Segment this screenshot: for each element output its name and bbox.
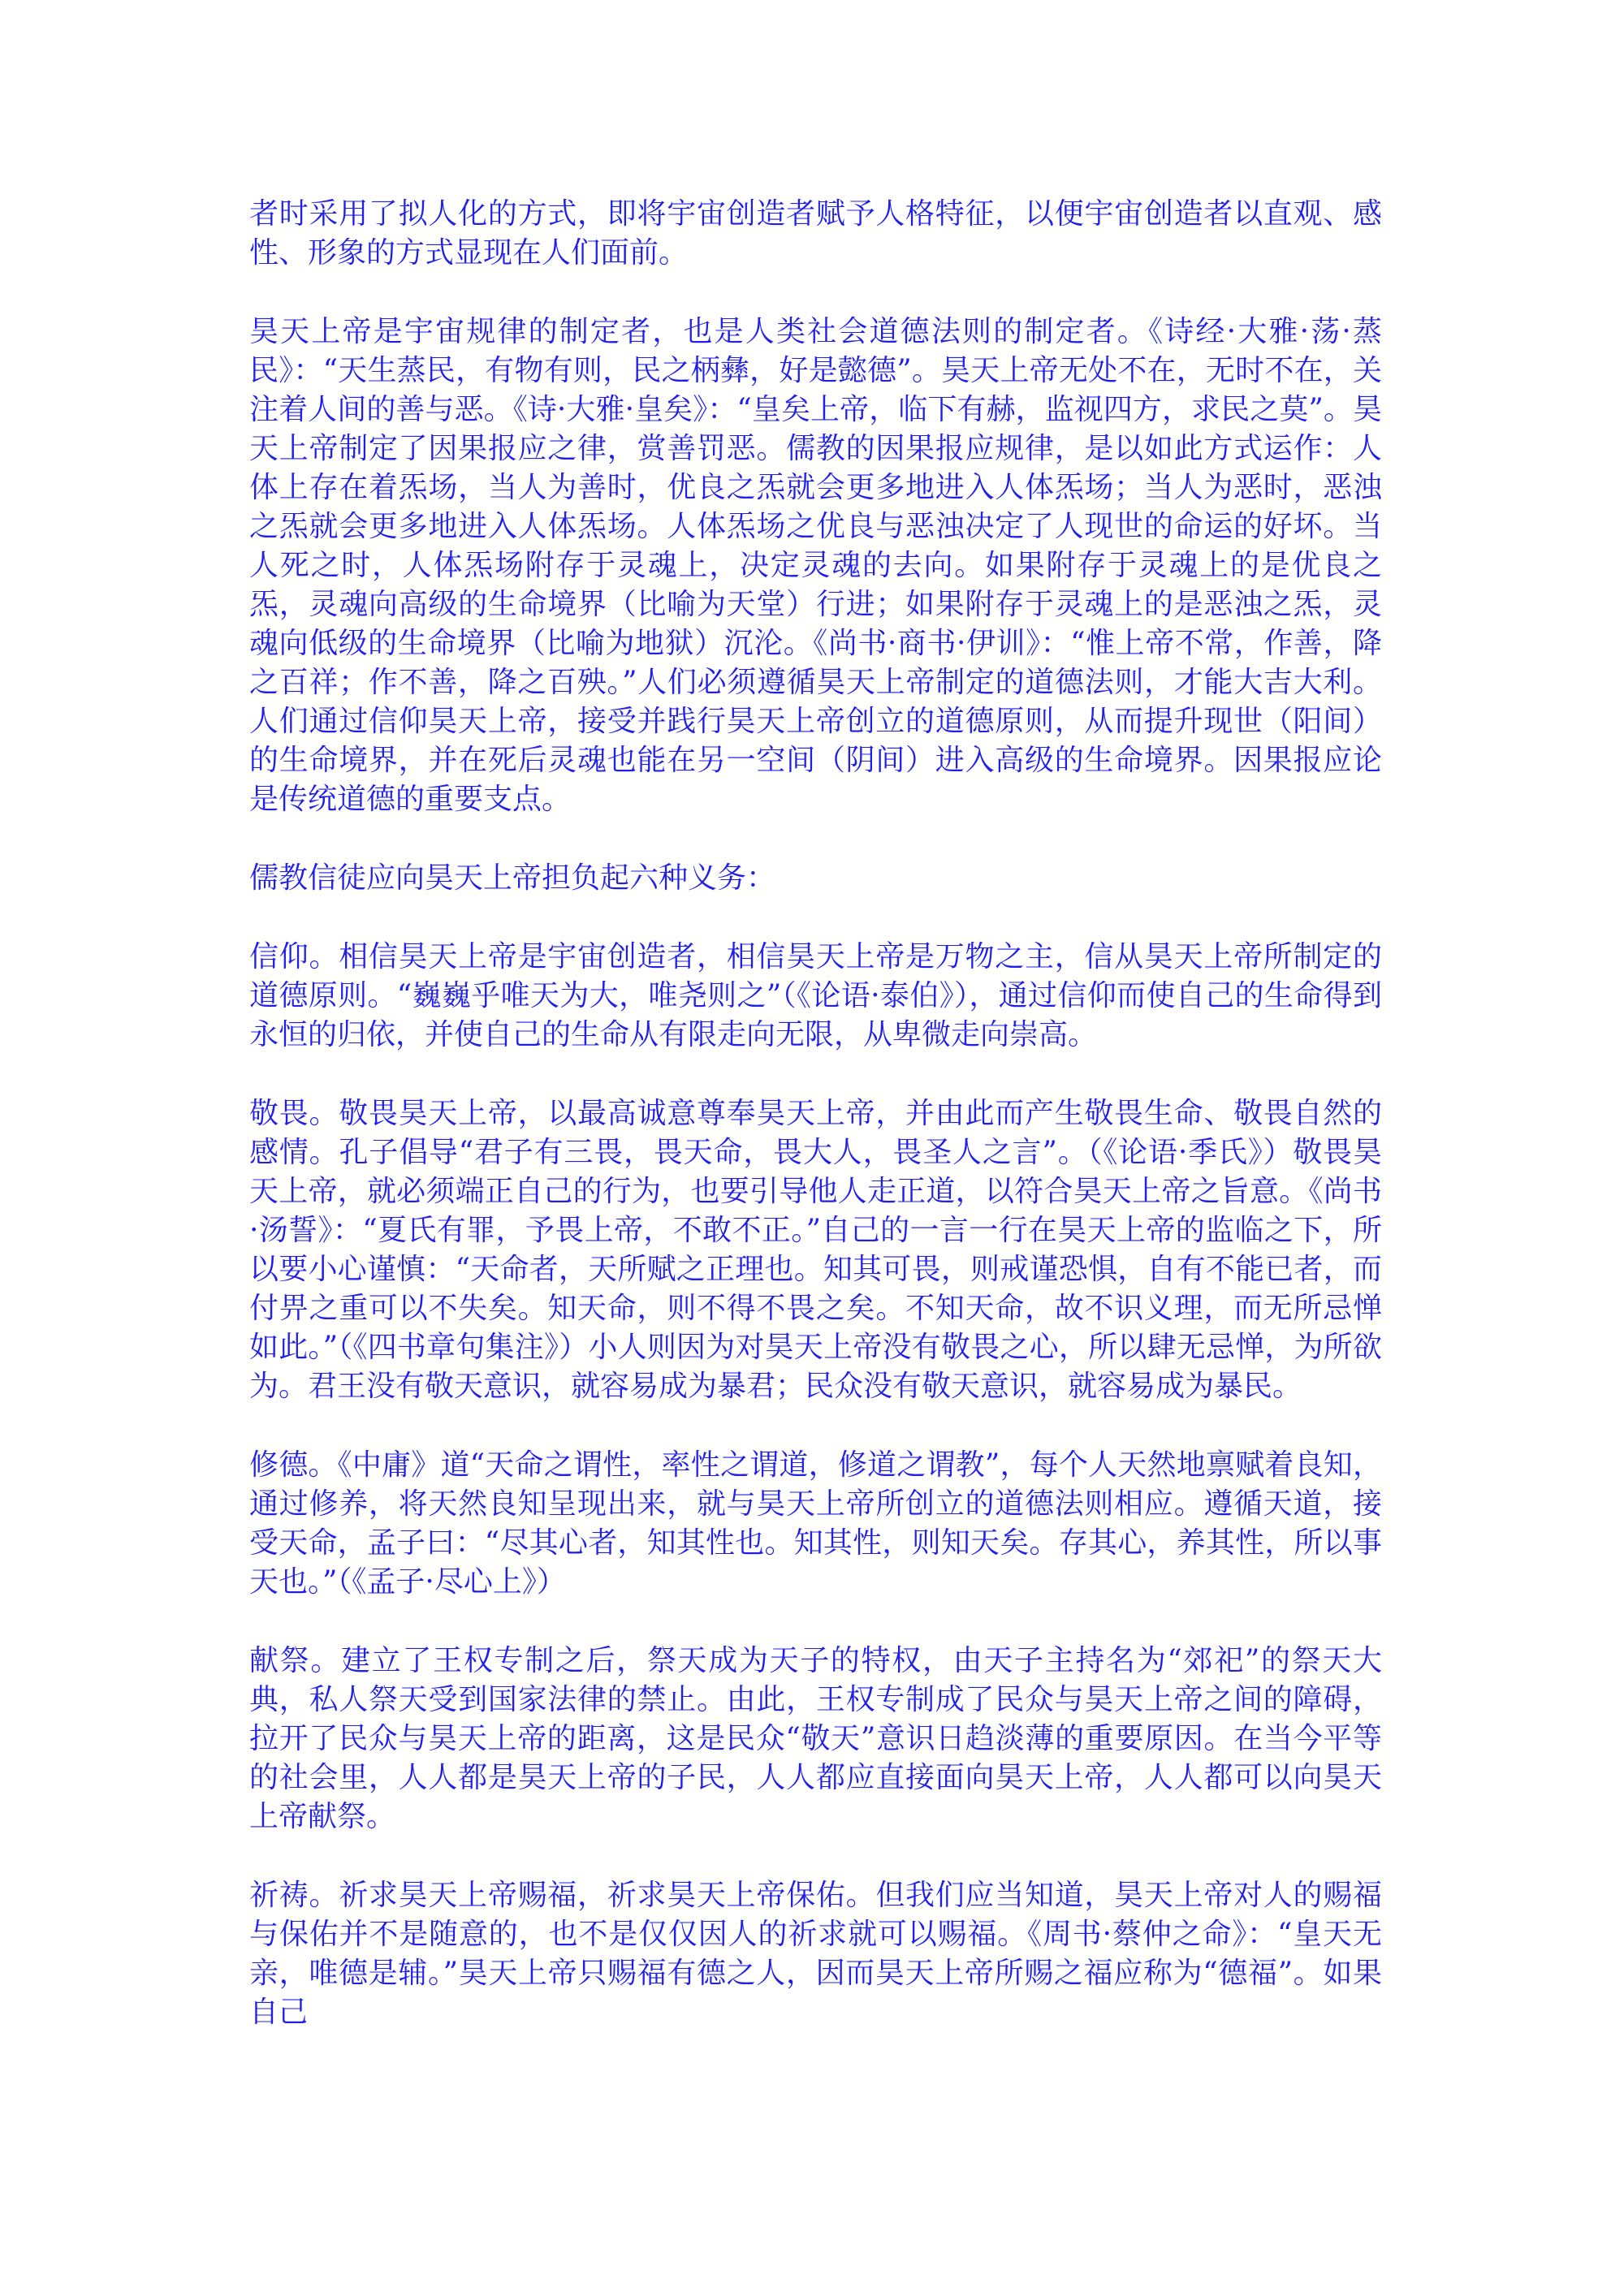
paragraph-duty-prayer: 祈祷。祈求昊天上帝赐福，祈求昊天上帝保佑。但我们应当知道，昊天上帝对人的赐福与保佑并不是随意的，也不是仅仅因人的祈求就可以赐福。《周书·蔡仲之命》：“皇天无亲，唯德是辅。”昊天上帝只赐福有德之人，因而昊天上帝所赐之福应称为“德福”。如果自己 xyxy=(249,1879,1382,2029)
paragraph-six-duties-heading: 儒教信徒应向昊天上帝担负起六种义务： xyxy=(249,861,776,895)
paragraph-duty-virtue: 修德。《中庸》道“天命之谓性，率性之谓道，修道之谓教”，每个人天然地禀赋着良知，通过修养，将天然良知呈现出来，就与昊天上帝所创立的道德法则相应。遵循天道，接受天命，孟子曰：“尽其心者，知其性也。知其性，则知天矣。存其心，养其性，所以事天也。”（《孟子·尽心上》） xyxy=(249,1448,1382,1599)
paragraph-duty-faith: 信仰。相信昊天上帝是宇宙创造者，相信昊天上帝是万物之主，信从昊天上帝所制定的道德原则。“巍巍乎唯天为大，唯尧则之”（《论语·泰伯》），通过信仰而使自己的生命得到永恒的归依，并使自己的生命从有限走向无限，从卑微走向崇高。 xyxy=(249,940,1382,1051)
paragraph-duty-reverence: 敬畏。敬畏昊天上帝，以最高诚意尊奉昊天上帝，并由此而产生敬畏生命、敬畏自然的感情。孔子倡导“君子有三畏，畏天命，畏大人，畏圣人之言”。（《论语·季氏》）敬畏昊天上帝，就必须端正自己的行为，也要引导他人走正道，以符合昊天上帝之旨意。《尚书·汤誓》：“夏氏有罪，予畏上帝，不敢不正。”自己的一言一行在昊天上帝的监临之下，所以要小心谨慎：“天命者，天所赋之正理也。知其可畏，则戒谨恐惧，自有不能已者，而付畀之重可以不失矣。知天命，则不得不畏之矣。不知天命，故不识义理，而无所忌惮如此。”（《四书章句集注》）小人则因为对昊天上帝没有敬畏之心，所以肆无忌惮，为所欲为。君王没有敬天意识，就容易成为暴君；民众没有敬天意识，就容易成为暴民。 xyxy=(249,1097,1382,1403)
document-page xyxy=(249,195,1382,2032)
paragraph-duty-sacrifice: 献祭。建立了王权专制之后，祭天成为天子的特权，由天子主持名为“郊祀”的祭天大典，私人祭天受到国家法律的禁止。由此，王权专制成了民众与昊天上帝之间的障碍，拉开了民众与昊天上帝的距离，这是民众“敬天”意识日趋淡薄的重要原因。在当今平等的社会里，人人都是昊天上帝的子民，人人都应直接面向昊天上帝，人人都可以向昊天上帝献祭。 xyxy=(249,1644,1382,1833)
paragraph-intro-continued: 者时采用了拟人化的方式，即将宇宙创造者赋予人格特征，以便宇宙创造者以直观、感性、形象的方式显现在人们面前。 xyxy=(249,197,1382,270)
paragraph-haotian-lawgiver: 昊天上帝是宇宙规律的制定者，也是人类社会道德法则的制定者。《诗经·大雅·荡·蒸民》：“天生蒸民，有物有则，民之柄彝，好是懿德”。昊天上帝无处不在，无时不在，关注着人间的善与恶。《诗·大雅·皇矣》：“皇矣上帝，临下有赫，监视四方，求民之莫”。昊天上帝制定了因果报应之律，赏善罚恶。儒教的因果报应规律，是以如此方式运作：人体上存在着炁场，当人为善时，优良之炁就会更多地进入人体炁场；当人为恶时，恶浊之炁就会更多地进入人体炁场。人体炁场之优良与恶浊决定了人现世的命运的好坏。当人死之时，人体炁场附存于灵魂上，决定灵魂的去向。如果附存于灵魂上的是优良之炁，灵魂向高级的生命境界（比喻为天堂）行进；如果附存于灵魂上的是恶浊之炁，灵魂向低级的生命境界（比喻为地狱）沉沦。《尚书·商书·伊训》：“惟上帝不常，作善，降之百祥；作不善，降之百殃。”人们必须遵循昊天上帝制定的道德法则，才能大吉大利。人们通过信仰昊天上帝，接受并践行昊天上帝创立的道德原则，从而提升现世（阳间）的生命境界，并在死后灵魂也能在另一空间（阴间）进入高级的生命境界。因果报应论是传统道德的重要支点。 xyxy=(249,315,1382,816)
